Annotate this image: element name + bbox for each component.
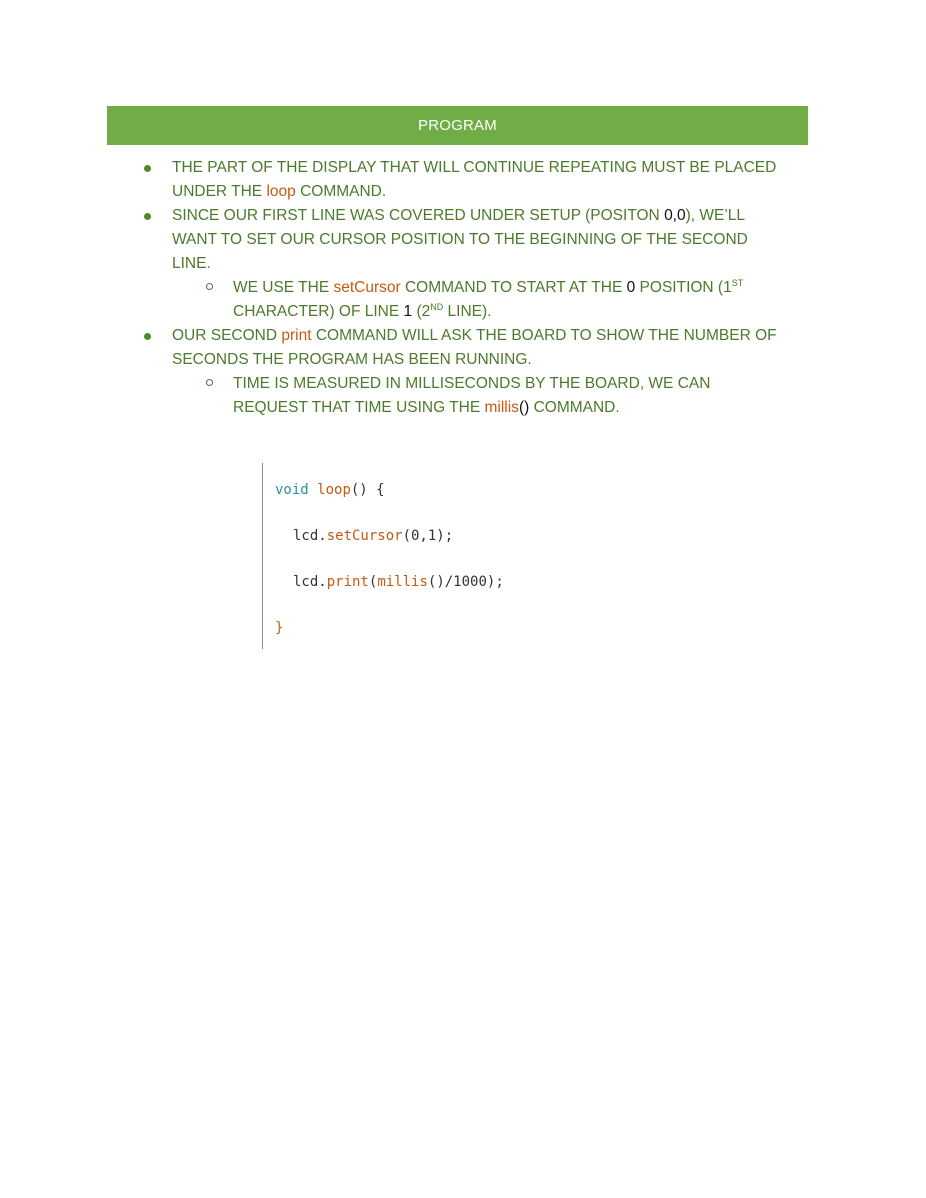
keyword-print: print: [281, 327, 312, 344]
list-item: [0, 204, 782, 276]
list-item-text: ), WE’LL WANT TO SET OUR CURSOR POSITION TO THE BEGINNING OF THE SECOND LINE.: [172, 207, 748, 272]
code-text: lcd.: [293, 528, 327, 544]
list-item-text: CHARACTER) OF LINE: [233, 303, 404, 320]
list-item-text: COMMAND.: [295, 183, 387, 200]
code-line: [293, 574, 504, 590]
hollow-bullet-icon: [206, 379, 213, 386]
code-function: setCursor: [326, 528, 403, 544]
code-function: loop: [317, 482, 351, 498]
position-value: 0: [626, 279, 636, 296]
list-item-text: COMMAND WILL ASK THE BOARD TO SHOW THE NUMBER OF SECONDS THE PROGRAM HAS BEEN RUNNING.: [172, 327, 777, 368]
sub-list-item: [0, 372, 783, 420]
list-item-text: (2: [412, 303, 431, 320]
list-item-text: LINE).: [443, 303, 492, 320]
code-snippet: [262, 463, 583, 649]
section-title: PROGRAM: [418, 117, 497, 134]
code-brace: }: [275, 620, 284, 636]
code-function: millis: [377, 574, 428, 590]
code-line: [275, 482, 385, 498]
code-line: [293, 528, 453, 544]
hollow-bullet-icon: [206, 283, 213, 290]
list-item-text: TIME IS MEASURED IN MILLISECONDS BY THE BOARD, WE CAN REQUEST THAT TIME USING THE: [233, 375, 711, 416]
instruction-list: [0, 156, 926, 420]
section-banner: [107, 106, 808, 145]
parentheses: (): [518, 399, 530, 416]
list-item-text: THE PART OF THE DISPLAY THAT WILL CONTINUE REPEATING MUST BE PLACED UNDER THE: [172, 159, 777, 200]
code-text: (: [368, 574, 378, 590]
code-text: () {: [350, 482, 385, 498]
keyword-loop: loop: [266, 183, 296, 200]
list-item: [0, 324, 782, 372]
list-item-text: WE USE THE: [233, 279, 334, 296]
code-line: [275, 620, 283, 636]
keyword-setcursor: setCursor: [333, 279, 401, 296]
list-item: [0, 156, 782, 204]
ordinal-suffix: ND: [430, 301, 444, 312]
list-item-text: COMMAND TO START AT THE: [400, 279, 627, 296]
position-value: 0,0: [664, 207, 686, 224]
code-text: (0,1);: [402, 528, 454, 544]
ordinal-suffix: ST: [731, 277, 744, 288]
list-item-text: POSITION (1: [635, 279, 732, 296]
bullet-icon: [144, 165, 151, 172]
code-text: ()/1000);: [427, 574, 504, 590]
code-keyword: void: [275, 482, 309, 498]
list-item-text: OUR SECOND: [172, 327, 282, 344]
line-value: 1: [403, 303, 413, 320]
list-item-text: COMMAND.: [529, 399, 620, 416]
code-text: lcd.: [293, 574, 327, 590]
list-item-text: SINCE OUR FIRST LINE WAS COVERED UNDER SETUP (POSITON: [172, 207, 665, 224]
keyword-millis: millis: [484, 399, 519, 416]
bullet-icon: [144, 333, 151, 340]
bullet-icon: [144, 213, 151, 220]
code-function: print: [326, 574, 369, 590]
sub-list-item: [0, 276, 783, 324]
